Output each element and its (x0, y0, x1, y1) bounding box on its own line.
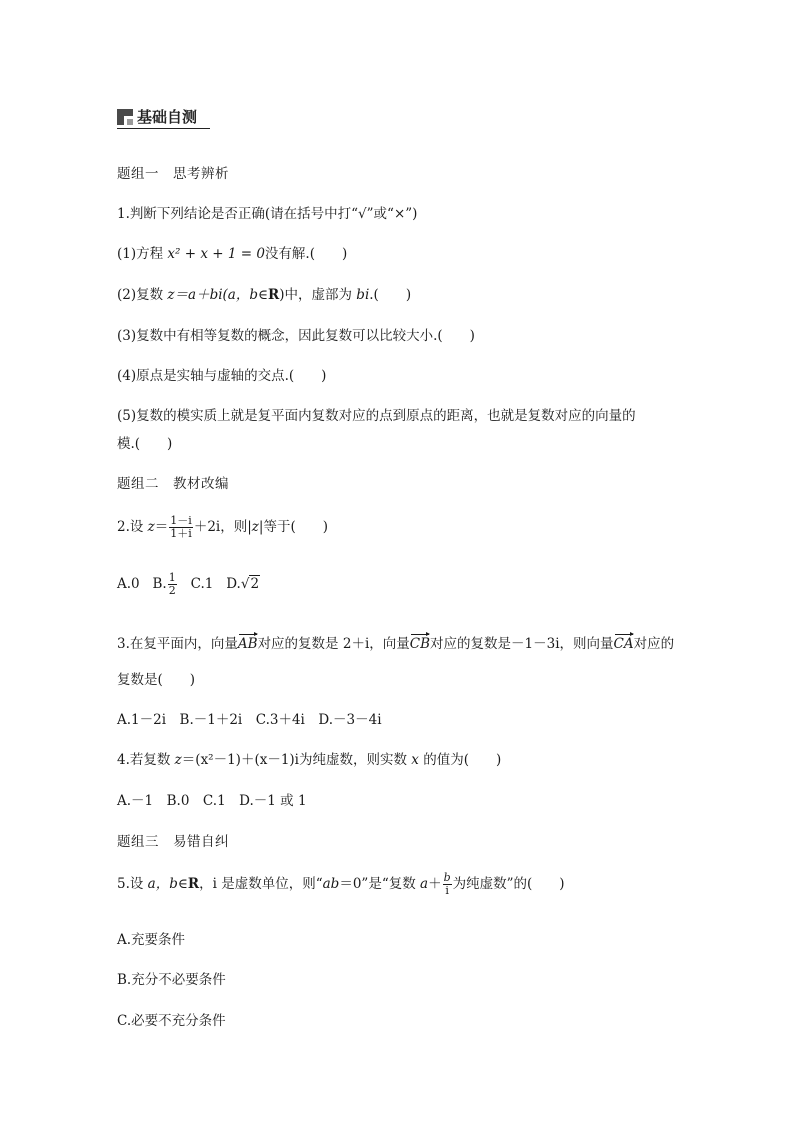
q2-fraction (169, 515, 193, 540)
q5-R: R (187, 876, 200, 892)
question-5-stem (117, 872, 565, 897)
q5-frac-num: b (443, 871, 451, 884)
question-5-option-b: B.充分不必要条件 (117, 972, 226, 988)
q3-mid3: 对应的 (633, 636, 675, 652)
q2-optd-radicand: 2 (250, 576, 260, 592)
section-underline (117, 128, 210, 129)
item1-post: 没有解.( ) (264, 246, 348, 262)
q3-mid2: 对应的复数是－1－3i，则向量 (430, 636, 614, 652)
item1-pre: (1)方程 (117, 246, 168, 262)
q3-vector-ab: AB (237, 636, 258, 652)
q5-frac-den: i (445, 884, 449, 897)
q2-option-a: A.0 (117, 576, 140, 592)
item2-end: .( ) (369, 287, 412, 303)
section-square-icon (117, 109, 133, 125)
q4-pre: 4.若复数 (117, 752, 175, 768)
q5-ab: a，b (147, 876, 178, 892)
question-4-options: A.－1 B.0 C.1 D.－1 或 1 (117, 793, 307, 809)
q5-mid: ，i 是虚数单位，则“ (199, 876, 323, 892)
q2-option-d-label: D. (226, 576, 241, 592)
question-1-item-5-line-2: 模.( ) (117, 436, 173, 452)
question-1-item-2 (117, 283, 411, 303)
q2-frac-den: 1＋i (170, 527, 192, 540)
q4-z: z (174, 752, 182, 768)
item2-math: z＝a＋bi(a，b∈ (167, 287, 268, 303)
item2-pre: (2)复数 (117, 287, 168, 303)
q2-optb-den: 2 (168, 584, 176, 597)
q2-end: |等于( ) (258, 519, 329, 535)
q5-a: a (420, 876, 429, 892)
item1-math: x² + x + 1 = 0 (167, 246, 265, 262)
q4-post: 为纯虚数，则实数 (299, 752, 412, 768)
q2-option-d-sqrt: √2 (240, 576, 260, 592)
q2-z: z (147, 519, 155, 535)
q2-option-b-fraction (168, 572, 177, 597)
item2-R: R (268, 287, 280, 303)
q3-mid1: 对应的复数是 2＋i，向量 (257, 636, 410, 652)
question-5-option-c: C.必要不充分条件 (117, 1013, 226, 1029)
section-heading (117, 106, 197, 127)
question-3-stem-line-1 (117, 632, 674, 652)
q2-post: ＋2i，则| (193, 519, 252, 535)
question-1-item-5-line-1: (5)复数的模实质上就是复平面内复数对应的点到原点的距离，也就是复数对应的向量的 (117, 408, 636, 424)
question-1-item-1 (117, 242, 347, 262)
q4-math: ＝(x²－1)＋(x－1)i (181, 752, 299, 768)
group-title-3: 题组三 易错自纠 (117, 834, 229, 850)
item2-post: )中，虚部为 (279, 287, 357, 303)
q5-in: ∈ (177, 876, 188, 892)
q5-ab0: ab (322, 876, 340, 892)
q5-pre: 5.设 (117, 876, 148, 892)
q2-option-b-label: B. (152, 576, 167, 592)
question-5-option-a: A.充要条件 (117, 932, 186, 948)
q3-pre: 3.在复平面内，向量 (117, 636, 238, 652)
q5-eq0: ＝0”是“复数 (339, 876, 421, 892)
q2-option-c: C.1 (190, 576, 214, 592)
q4-end: 的值为( ) (418, 752, 502, 768)
question-2-stem (117, 515, 328, 540)
q2-frac-num: 1－i (170, 514, 192, 527)
q4-x: x (411, 752, 419, 768)
question-2-options (117, 572, 260, 597)
question-3-options: A.1－2i B.－1＋2i C.3＋4i D.－3－4i (117, 712, 382, 728)
q5-fraction (443, 872, 452, 897)
question-1-item-4: (4)原点是实轴与虚轴的交点.( ) (117, 368, 327, 384)
question-3-stem-line-2: 复数是( ) (117, 672, 196, 688)
item2-bi: bi (356, 287, 370, 303)
q2-pre: 2.设 (117, 519, 148, 535)
q3-vector-ca: CA (613, 636, 634, 652)
q5-plus: ＋ (428, 876, 442, 892)
q2-optb-num: 1 (168, 571, 176, 584)
q5-end: 为纯虚数”的( ) (452, 876, 565, 892)
q2-eq: ＝ (154, 519, 169, 535)
section-title: 基础自测 (137, 108, 198, 126)
question-4-stem (117, 748, 501, 768)
group-title-1: 题组一 思考辨析 (117, 166, 229, 182)
group-title-2: 题组二 教材改编 (117, 476, 229, 492)
question-1-stem: 1.判断下列结论是否正确(请在括号中打“√”或“×”) (117, 206, 418, 222)
question-1-item-3: (3)复数中有相等复数的概念，因此复数可以比较大小.( ) (117, 328, 475, 344)
q2-z-abs: z (251, 519, 259, 535)
q3-vector-cb: CB (409, 636, 431, 652)
